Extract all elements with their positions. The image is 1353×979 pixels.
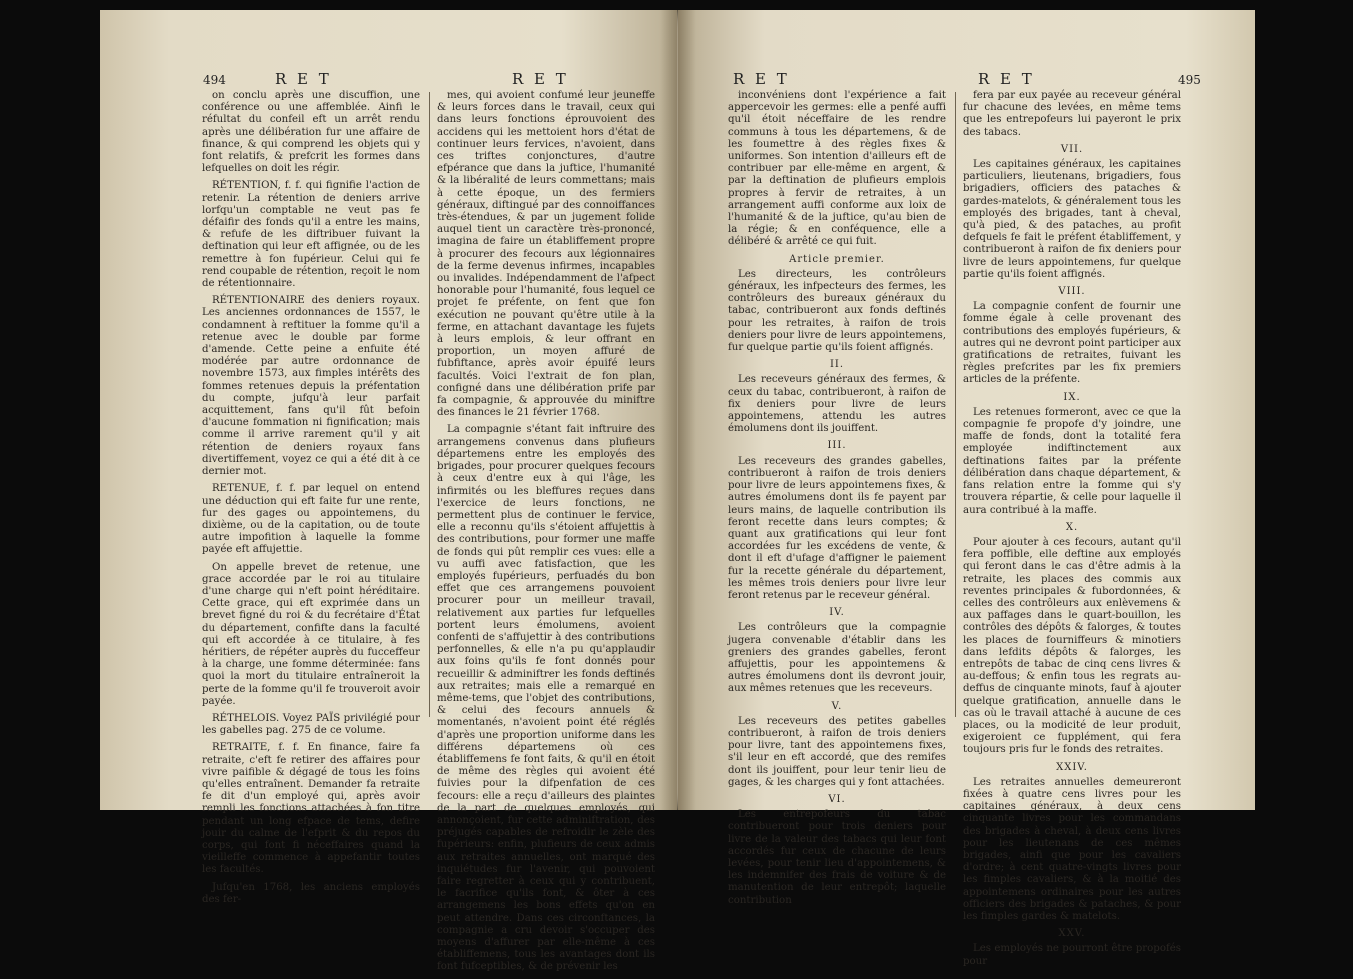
right-page <box>678 10 1255 967</box>
left-page <box>100 10 677 973</box>
paragraph: La compagnie s'étant fait inftruire des arrangemens convenus dans plufieurs départemens entre les employés des brigades, pour procurer quelques fecours à ceux d'entre eux à qui l'âge, les infirmités ou les bleffures reçues dans l'exercice de leurs fonctions, ne permettent plus de continuer le fervice, elle a reconnu qu'ils s'étoient affujettis à des contributions, pour former une maffe de fonds qui pût remplir ces vues: elle a vu auffi avec fatisfaction, que les employés fupérieurs, perfuadés du bon effet que ces arrangemens pouvoient procurer pour un meilleur travail, relativement aux parties fur lefquelles portent leurs émolumens, avoient confenti de s'affujettir à des contributions perfonnelles, & elle n'a pu qu'applaudir aux foins qu'ils fe font donnés pour recueillir & adminiftrer les fonds deftinés aux retraites; mais elle a remarqué en même-tems, que l'objet des contributions, & celui des fecours annuels & momentanés, n'avoient point été réglés d'après une proportion uniforme dans les différens départemens où ces établiffemens fe font faits, & qu'il en étoit de même des règles qui avoient été fuivies pour la difpenfation de ces fecours: elle a reçu d'ailleurs des plaintes de la part de quelques employés, qui annonçoient, fur cette adminiftration, des préjugés capables de refroidir le zèle des fupérieurs: enfin, plufieurs de ceux admis aux retraites annuelles, ont marqué des inquiétudes fur l'avenir, qui pouvoient faire regretter à ceux qui y contribuent, le facrifice qu'ils font, & ôter à ces arrangemens les bons effets qu'on en peut attendre. Dans ces circonftances, la compagnie a cru devoir s'occuper des moyens d'affurer par elle-même à ces établiffemens, tous les avantages dont ils font fufceptibles, & de prévenir les <box>437 424 655 973</box>
book-gutter <box>660 10 696 810</box>
left-column-1 <box>202 90 420 911</box>
paragraph: Les directeurs, les contrôleurs généraux, les infpecteurs des fermes, les contrôleurs des bureaux généraux du tabac, contribueront aux fonds deftinés pour les retraites, à raifon de trois deniers pour livre de leurs appointemens, fur quelque partie qu'ils foient affignés. <box>728 268 946 354</box>
running-head: R E T <box>733 70 790 88</box>
page-number: 494 <box>203 73 226 87</box>
paragraph: RETENUE, f. f. par lequel on entend une déduction qui eft faite fur une rente, fur des gages ou appointemens, du dixième, ou de la capitation, ou de toute autre impofition à laquelle la fomme payée eft affujettie. <box>202 483 420 556</box>
section-heading: III. <box>827 440 847 452</box>
book-spread <box>100 10 1255 973</box>
section-heading: VIII. <box>1058 286 1086 298</box>
paragraph: La compagnie confent de fournir une fomme égale à celle provenant des contributions des employés fupérieurs, & autres qui ne devront point participer aux gratifications de retraites, fuivant les règles prefcrites par les fix premiers articles de la préfente. <box>963 301 1181 386</box>
running-head-col2: R E T <box>512 70 569 88</box>
paragraph: fera par eux payée au receveur général fur chacune des levées, en même tems que les entrepofeurs lui payeront le prix des tabacs. <box>963 90 1181 138</box>
section-heading: VII. <box>1060 143 1084 155</box>
page-number: 495 <box>1178 73 1201 87</box>
section-heading: VI. <box>828 793 846 805</box>
paragraph: Jufqu'en 1768, les anciens employés des fer- <box>202 881 420 905</box>
paragraph: Les retenues formeront, avec ce que la compagnie fe propofe d'y joindre, une maffe de fonds, dont la totalité fera employée indiftinctement aux deftinations faites par la préfente délibération dans chaque département, & fans relation entre la fomme qui s'y trouvera répartie, & celle pour laquelle il aura contribué à la maffe. <box>963 406 1181 516</box>
section-heading: XXV. <box>1058 928 1086 940</box>
paragraph: Les contrôleurs que la compagnie jugera convenable d'établir dans les greniers des grandes gabelles, feront affujettis, pour les appointemens & autres émolumens dont ils devront jouir, aux mêmes retenues que les receveurs. <box>728 622 946 695</box>
section-heading: IX. <box>1063 391 1081 403</box>
running-head: R E T <box>275 70 332 88</box>
section-heading: IV. <box>829 607 845 619</box>
right-column-1 <box>728 90 946 912</box>
running-head-col2: R E T <box>978 70 1035 88</box>
paragraph: mes, qui avoient confumé leur jeuneffe & leurs forces dans le travail, ceux qui dans leurs fonctions éprouvoient des accidens qui les mettoient hors d'état de continuer leurs fervices, n'avoient, dans ces triftes conjonctures, d'autre efpérance que dans la juftice, l'humanité & la libéralité de leurs commettans; mais à cette époque, un des fermiers généraux, diftingué par des connoiffances très-étendues, & par un jugement folide auquel tient un caractère très-prononcé, imagina de faire un établiffement propre à procurer des fecours aux légionnaires de la ferme devenus infirmes, incapables ou invalides. Indépendamment de l'afpect honorable pour l'humanité, fous lequel ce projet fe préfente, on fent que fon exécution ne pouvant qu'être utile à la ferme, en attachant davantage les fujets à leurs emplois, & leur offrant en proportion, un moyen affuré de fubfiftance, après avoir épuifé leurs facultés. Voici l'extrait de fon plan, configné dans une délibération prife par fa compagnie, & approuvée du miniftre des finances le 21 février 1768. <box>437 90 655 419</box>
paragraph: Les retraites annuelles demeureront fixées à quatre cens livres pour les capitaines généraux, à deux cens cinquante livres pour les commandans des brigades à cheval, à deux cens livres pour les lieutenans de ces mêmes brigades, ainfi que pour les cavaliers d'ordre; à cent quatre-vingts livres pour les fimples cavaliers, & à la moitié des appointemens ordinaires pour les autres officiers des brigades & pataches, & pour les fimples gardes & matelots. <box>963 776 1181 922</box>
paragraph: On appelle brevet de retenue, une grace accordée par le roi au titulaire d'une charge qui n'eft point héréditaire. Cette grace, qui eft exprimée dans un brevet figné du roi & du fecrétaire d'État du département, confifte dans la faculté qui eft accordée à ce titulaire, à fes héritiers, de répéter auprès du fucceffeur à la charge, une fomme déterminée: fans quoi la mort du titulaire entraîneroit la perte de la fomme qu'il fe trouveroit avoir payée. <box>202 561 420 707</box>
paragraph: RÉTENTIONAIRE des deniers royaux. Les anciennes ordonnances de 1557, le condamnent à reftituer la fomme qu'il a retenue avec le double par forme d'amende. Cette peine a enfuite été modérée par autre ordonnance de novembre 1573, aux fimples intérêts des fommes retenues depuis la préfentation du compte, jufqu'à leur parfait acquittement, fans qu'il fût befoin d'aucune fommation ni fignification; mais comme il arrive rarement qu'il y ait rétention de deniers royaux fans divertiffement, voyez ce qui a été dit à ce dernier mot. <box>202 295 420 478</box>
right-column-2 <box>963 90 1181 973</box>
paragraph: Les receveurs des grandes gabelles, contribueront à raifon de trois deniers pour livre de leurs appointemens fixes, & autres émolumens dont ils fe payent par leurs mains, de laquelle contribution ils feront recette dans leurs comptes; & quant aux gratifications qui leur font accordées fur les excédens de vente, & dont il eft d'ufage d'affigner le paiement fur la recette générale du département, les mêmes trois deniers pour livre leur feront retenus par le receveur général. <box>728 455 946 601</box>
section-heading: X. <box>1065 521 1079 533</box>
paragraph: Les receveurs des petites gabelles contribueront, à raifon de trois deniers pour livre, tant des appointemens fixes, s'il leur en eft accordé, que des remifes dont ils jouiffent, pour leur tenir lieu de gages, & les charges qui y font attachées. <box>728 715 946 788</box>
paragraph: Les employés ne pourront être propofés pour <box>963 943 1181 967</box>
paragraph: Les receveurs généraux des fermes, & ceux du tabac, contribueront, à raifon de fix deniers pour livre de leurs appointemens, attendu les autres émolumens dont ils jouiffent. <box>728 374 946 435</box>
paragraph: Les entrepofeurs du tabac contribueront pour trois deniers pour livre de la valeur des tabacs qui leur font accordés fur ceux de chacune de leurs levées, pour tenir lieu d'appointemens, & les indemnifer des frais de voiture & de manutention de leur entrepôt; laquelle contribution <box>728 809 946 906</box>
paragraph: RÉTENTION, f. f. qui fignifie l'action de retenir. La rétention de deniers arrive lorfqu'un comptable ne veut pas fe défaifir des fonds qu'il a entre les mains, & refufe de les diftribuer fuivant la deftination qui leur eft affignée, ou de les remettre à fon fupérieur. Celui qui fe rend coupable de rétention, reçoit le nom de rétentionnaire. <box>202 180 420 290</box>
paragraph: on conclu après une discuffion, une conférence ou une affemblée. Ainfi le réfultat du confeil eft un arrêt rendu après une délibération fur une affaire de finance, & qui comprend les objets qui y font relatifs, & prefcrit les formes dans lefquelles on doit les régir. <box>202 90 420 175</box>
column-rule <box>955 92 956 717</box>
paragraph: Pour ajouter à ces fecours, autant qu'il fera poffible, elle deftine aux employés qui feront dans le cas d'être admis à la retraite, les places des commis aux reventes principales & fubordonnées, & celles des contrôleurs aux enlèvemens & aux paffages dans le quart-bouillon, les contrôles des dépôts & falorges, & toutes les places de fourniffeurs & minotiers dans lefdits dépôts & falorges, les entrepôts de tabac de cinq cens livres & au-deffous; & enfin tous les regrats au-deffus de cinquante minots, fauf à ajouter quelque gratification, annuelle dans le cas où le travail attaché à aucune de ces places, ou la modicité de leur produit, exigeroient ce fupplément, qui fera toujours pris fur le fonds des retraites. <box>963 536 1181 756</box>
paragraph: RÉTHELOIS. Voyez PAÏS privilégié pour les gabelles pag. 275 de ce volume. <box>202 712 420 737</box>
section-heading: V. <box>831 700 843 712</box>
paragraph: RETRAITE, f. f. En finance, faire fa retraite, c'eft fe retirer des affaires pour vivre paifible & dégagé de tous les foins qu'elles entraînent. Demander fa retraite fe dit d'un employé qui, après avoir rempli les fonctions attachées à fon titre pendant un long efpace de tems, defire jouir du calme de l'efprit & du repos du corps, qui font fi néceffaires quand la vieilleffe commence à appefantir toutes les facultés. <box>202 742 420 876</box>
left-column-2 <box>437 90 655 979</box>
paragraph: inconvéniens dont l'expérience a fait appercevoir les germes: elle a penfé auffi qu'il étoit néceffaire de les rendre communs à tous les départemens, & de les foumettre à des règles fixes & uniformes. Son intention d'ailleurs eft de contribuer par elle-même en argent, & par la deftination de plufieurs emplois propres à fervir de retraites, à un arrangement auffi conforme aux loix de l'humanité & de la juftice, qu'au bien de la régie; & en conféquence, elle a délibéré & arrêté ce qui fuit. <box>728 90 946 248</box>
section-heading: XXIV. <box>1056 761 1088 773</box>
column-rule <box>429 92 430 717</box>
section-heading: Article premier. <box>789 253 885 265</box>
section-heading: II. <box>829 359 845 371</box>
paragraph: Les capitaines généraux, les capitaines particuliers, lieutenans, brigadiers, fous brigadiers, officiers des pataches & gardes-matelots, & généralement tous les employés des brigades, tant à cheval, qu'à pied, & des pataches, au profit defquels fe fait le préfent établiffement, y contribueront à raifon de fix deniers pour livre de leurs appointemens, fur quelque partie qu'ils foient affignés. <box>963 159 1181 280</box>
